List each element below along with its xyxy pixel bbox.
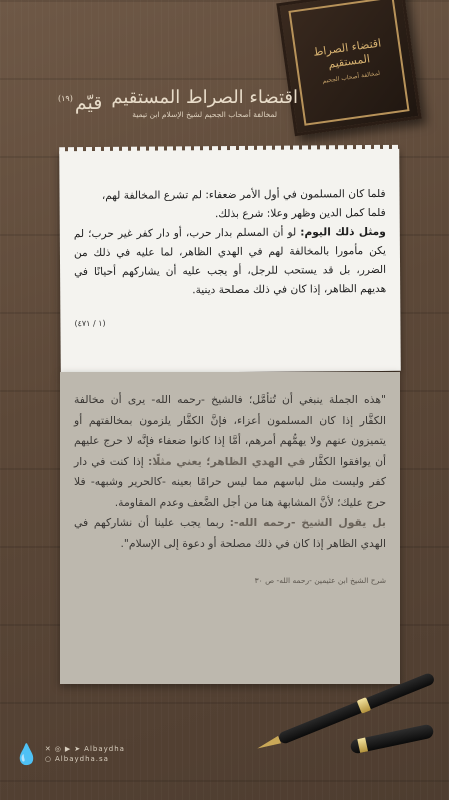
quote-bold-label: ومثل ذلك اليوم:: [300, 225, 386, 239]
book-subtitle: لمخالفة أصحاب الجحيم: [322, 70, 381, 86]
footer-site[interactable]: Albaydha.sa: [55, 755, 109, 763]
book-cover-image: [276, 0, 421, 136]
commentary-part-3: ربما يجب علينا أن نشاركهم في الهدي الظاهر إذا كان في ذلك مصلحة أو دعوة إلى الإسلام".: [74, 516, 386, 550]
quote-rest: لو أن المسلم بدار حرب، أو دار كفر غير حرب؛ لم يكن مأمورا بالمخالفة لهم في الهدي الظاهر، لما عليه في ذلك من الضرر، بل قد يستحب للرجل، أو يجب عليه أن يشاركهم أحيانًا في هديهم الظاهر، إذا كان في ذلك مصلحة دينية.: [73, 226, 387, 297]
commentary-part-1: "هذه الجملة ينبغي أن تُتأمَّل؛ فالشيخ -رحمه الله- يرى أن مخالفة الكفَّار إذا كان المسلمون أعزاء، فإنَّ الكفَّار يلزمون بمخالفتهم أو يتميزون عنهم ولا يهمُّهم أمرهم، أمَّا إذا كانوا ضعفاء فإنَّه لا حرج عليهم أن يوافقوا الكفَّار: [74, 393, 386, 468]
commentary-highlight-2: بل يقول الشيخ -رحمه الله-:: [229, 516, 386, 529]
instagram-icon[interactable]: ◎: [54, 745, 62, 753]
quote-card: [59, 149, 401, 373]
footer: [14, 742, 125, 766]
youtube-icon[interactable]: ▶: [64, 745, 72, 753]
commentary-source: شرح الشيخ ابن عثيمين -رحمه الله- ص ٣٠: [254, 576, 386, 585]
brand-title: اقتضاء الصراط المستقيم: [111, 87, 298, 108]
pen-cap-band: [357, 738, 368, 753]
quote-citation: (١ / ٤٧١): [74, 318, 106, 329]
quote-line-1: فلما كان المسلمون في أول الأمر ضعفاء: لم تشرع المخالفة لهم،: [101, 187, 386, 202]
header: [58, 88, 298, 119]
quote-line-2: فلما كمل الدين وظهر وعلا: شرع بذلك.: [214, 206, 386, 221]
commentary-card: [60, 372, 400, 684]
drop-logo-icon: 💧: [14, 742, 39, 766]
pen-nib: [256, 736, 281, 752]
series-label: [58, 92, 102, 114]
globe-icon: ○: [44, 755, 53, 763]
commentary-highlight-1: في الهدي الظاهر؛ يعني مثلًا:: [148, 454, 306, 468]
social-icons: [45, 745, 125, 753]
series-label-text: قيّم: [74, 92, 103, 115]
telegram-icon[interactable]: ➤: [74, 745, 82, 753]
social-block: [45, 745, 125, 763]
website-row: [45, 755, 125, 763]
commentary-part-2: إذا كنت في دار كفر وليست مثل لباسهم مما ليس حرامًا بعينه -كالحرير وشبهه- فلا حرج عليك؛ لأنَّ المشابهة هنا من أجل الضَّعف وعدم المقاومة.: [74, 454, 386, 509]
book-title: اقتضاء الصراط المستقيم: [312, 36, 382, 71]
x-icon[interactable]: ✕: [44, 745, 52, 753]
book-cover-frame: [288, 0, 409, 126]
brand-subtitle: لمخالفة أصحاب الجحيم لشيخ الإسلام ابن تيمية: [132, 109, 278, 119]
footer-brand[interactable]: Albaydha: [84, 745, 125, 753]
commentary-text: [74, 390, 386, 554]
brand-block: [111, 88, 298, 119]
series-number: (١٩): [58, 94, 73, 104]
pen-cap-image: [349, 723, 434, 754]
quote-text: [73, 185, 386, 301]
